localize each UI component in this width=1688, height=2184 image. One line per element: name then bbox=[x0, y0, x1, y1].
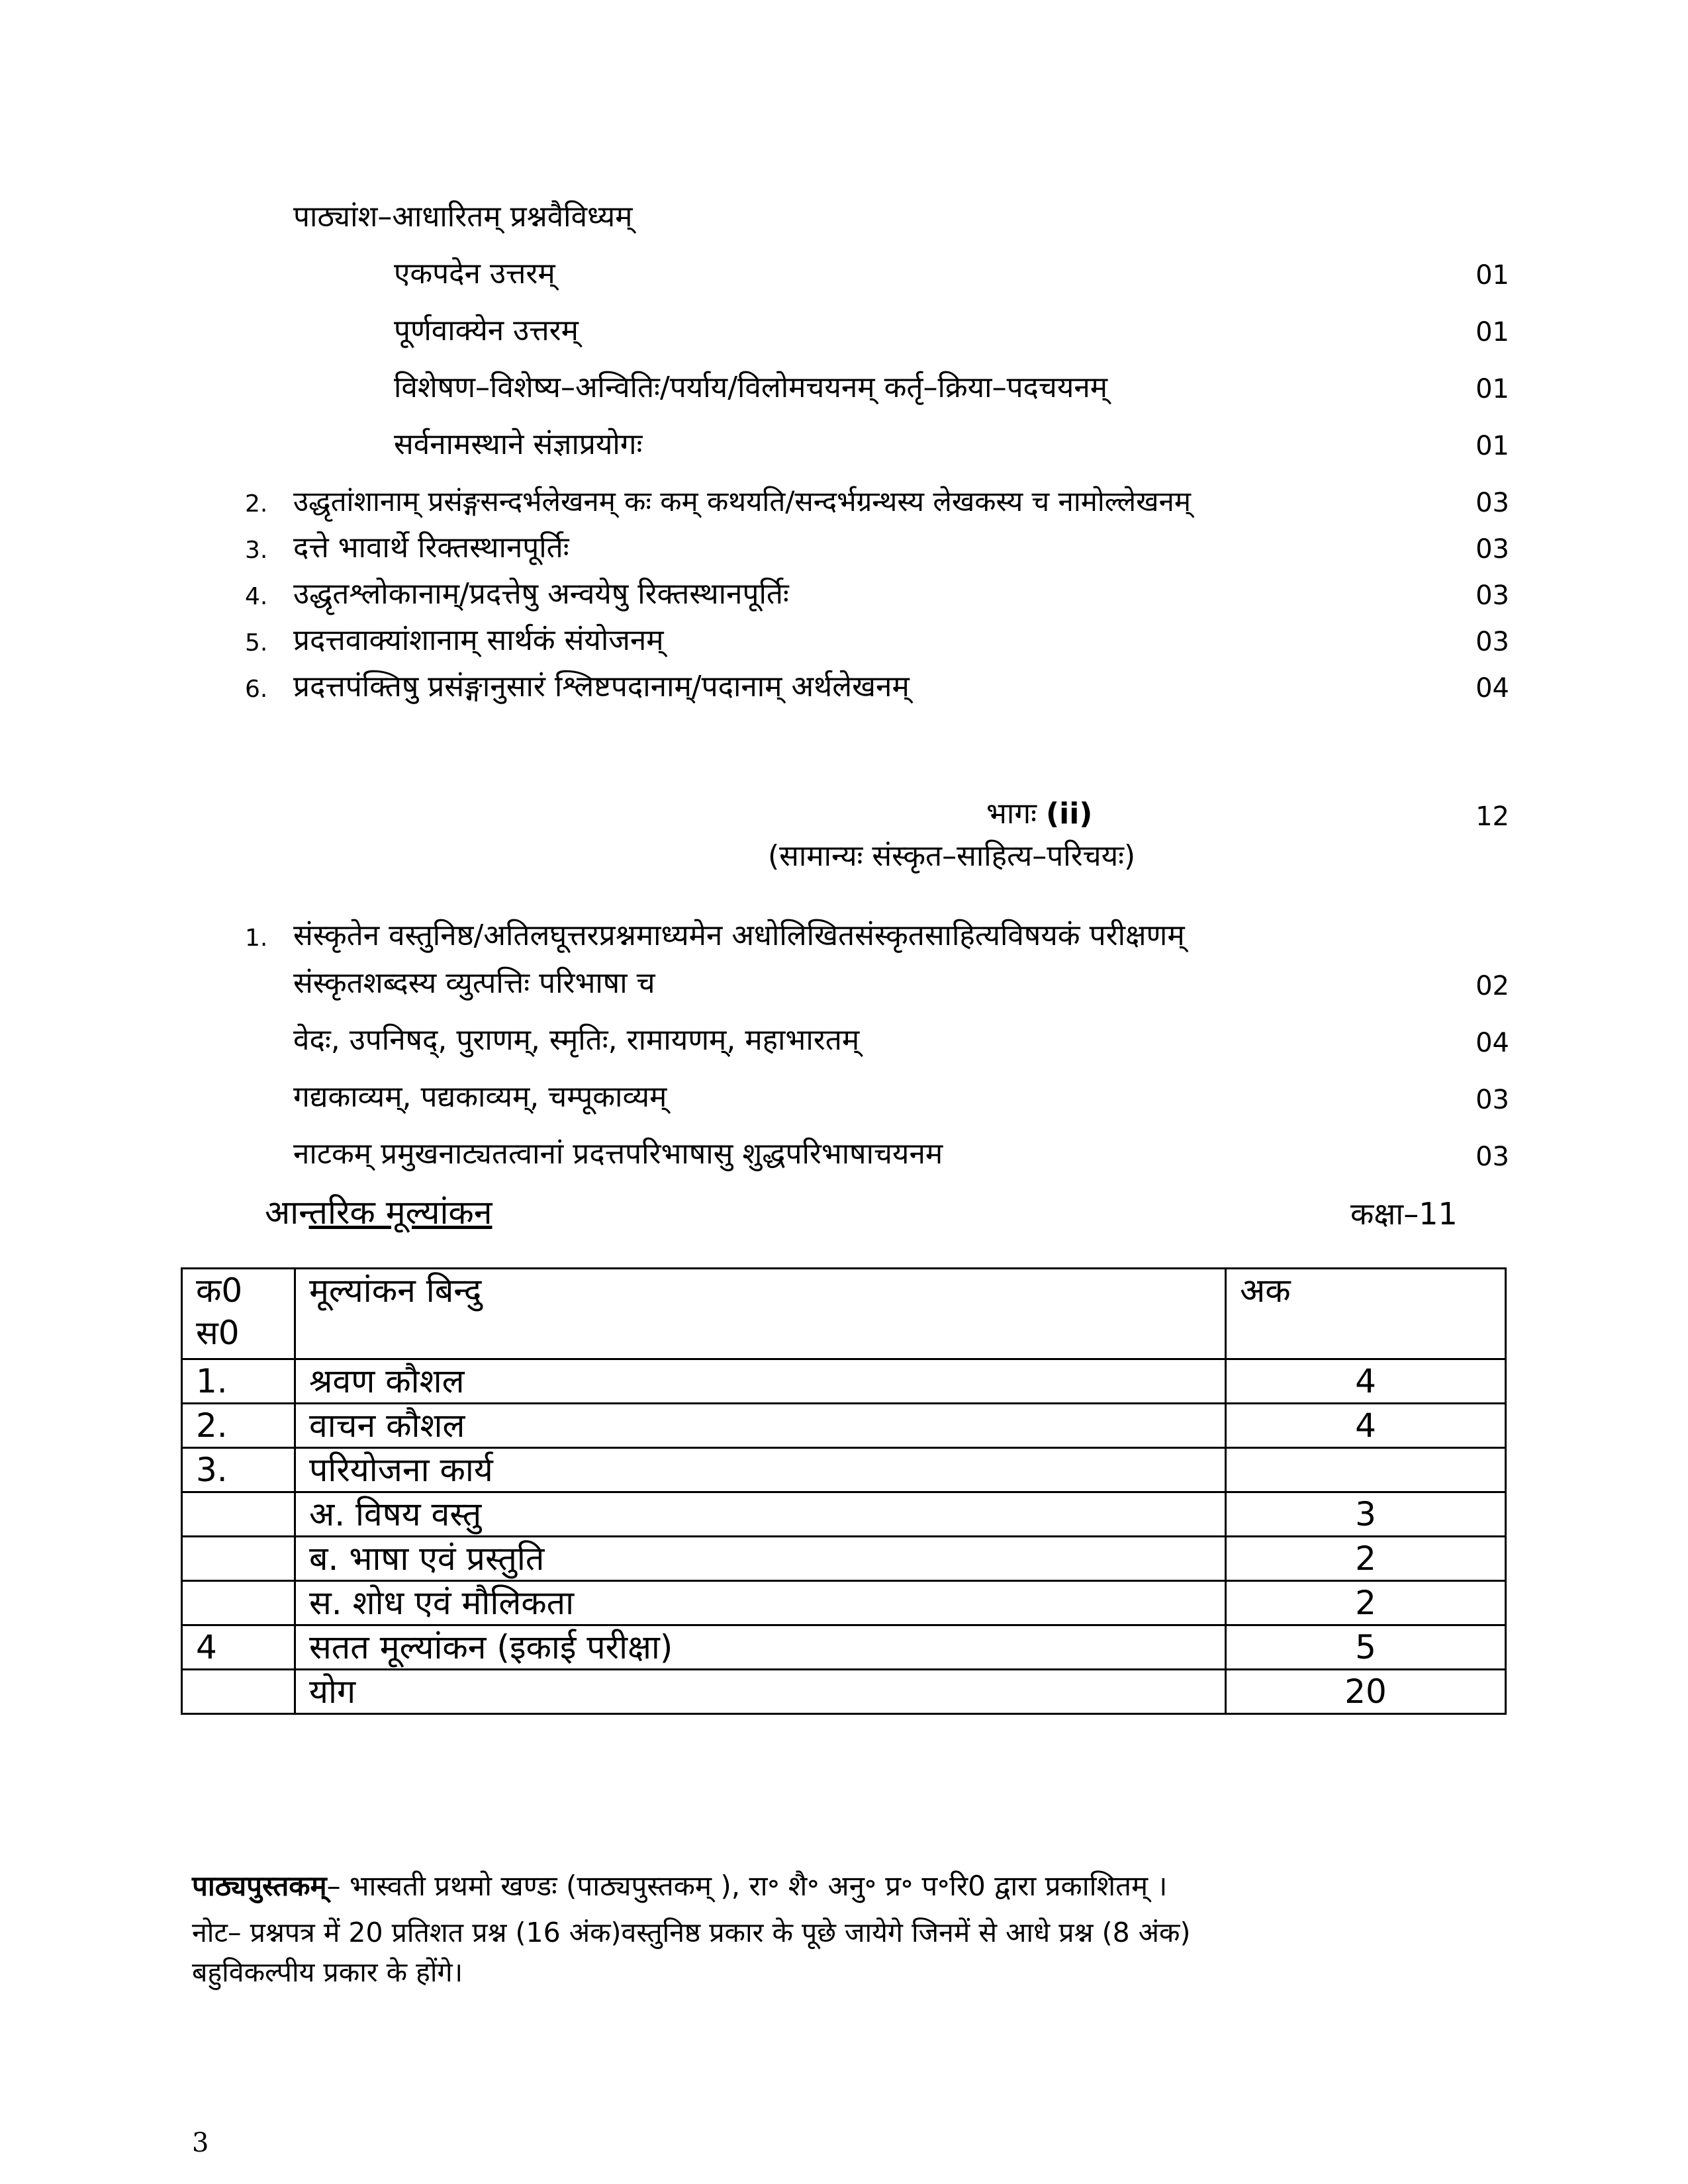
row-marks: 3 bbox=[1226, 1492, 1506, 1537]
row-serial: 3. bbox=[182, 1448, 295, 1492]
row-point: परियोजना कार्य bbox=[295, 1448, 1226, 1492]
header-serial: क0 स0 bbox=[182, 1269, 295, 1359]
marks-value: 04 bbox=[1476, 673, 1509, 704]
section-a-heading: पाठ्यांश–आधारितम् प्रश्नवैविध्यम् bbox=[293, 200, 633, 234]
marks-value: 01 bbox=[1476, 260, 1509, 291]
internal-title-underlined: तरिक मूल्यांकन bbox=[308, 1193, 492, 1232]
section-b-title-roman: (ii) bbox=[1046, 797, 1093, 831]
list-item: संस्कृतशब्दस्य व्युत्पत्तिः परिभाषा च bbox=[293, 966, 655, 1000]
row-marks: 4 bbox=[1226, 1404, 1506, 1448]
marks-value: 02 bbox=[1476, 971, 1509, 1001]
marks-value: 03 bbox=[1476, 627, 1509, 657]
row-marks: 4 bbox=[1226, 1359, 1506, 1404]
row-serial bbox=[182, 1670, 295, 1714]
marks-value: 03 bbox=[1476, 1085, 1509, 1115]
marks-value: 03 bbox=[1476, 534, 1509, 565]
row-serial bbox=[182, 1492, 295, 1537]
row-serial: 2. bbox=[182, 1404, 295, 1448]
item-number: 6. bbox=[245, 676, 268, 703]
marks-value: 03 bbox=[1476, 580, 1509, 611]
list-item: गद्यकाव्यम्, पद्यकाव्यम्, चम्पूकाव्यम् bbox=[293, 1080, 667, 1114]
row-marks bbox=[1226, 1448, 1506, 1492]
row-serial: 1. bbox=[182, 1359, 295, 1404]
note-line-2: बहुविकल्पीय प्रकार के होंगे। bbox=[192, 1956, 463, 1988]
internal-assessment-title bbox=[265, 1191, 492, 1234]
row-point: वाचन कौशल bbox=[295, 1404, 1226, 1448]
textbook-label: पाठ्यपुस्तकम् bbox=[192, 1870, 327, 1902]
row-serial: 4 bbox=[182, 1625, 295, 1670]
row-marks: 5 bbox=[1226, 1625, 1506, 1670]
table-row bbox=[182, 1537, 1506, 1581]
list-item: उद्धृतांशानाम् प्रसंङ्गसन्दर्भलेखनम् कः कम् कथयति/सन्दर्भग्रन्थस्य लेखकस्य च नामोल्लेखनम् bbox=[293, 485, 1191, 518]
list-item: विशेषण–विशेष्य–अन्वितिः/पर्याय/विलोमचयनम् कर्तृ–क्रिया–पदचयनम् bbox=[394, 371, 1108, 404]
table-header-row bbox=[182, 1269, 1506, 1359]
row-marks: 2 bbox=[1226, 1581, 1506, 1625]
table-row bbox=[182, 1359, 1506, 1404]
marks-value: 01 bbox=[1476, 317, 1509, 347]
class-label: कक्षा–11 bbox=[1350, 1196, 1458, 1232]
header-marks: अक bbox=[1226, 1269, 1506, 1359]
row-point: सतत मूल्यांकन (इकाई परीक्षा) bbox=[295, 1625, 1226, 1670]
section-b-marks: 12 bbox=[1476, 801, 1509, 832]
marks-value: 03 bbox=[1476, 488, 1509, 518]
row-point: अ. विषय वस्तु bbox=[295, 1492, 1226, 1537]
marks-value: 01 bbox=[1476, 431, 1509, 461]
list-item: नाटकम् प्रमुखनाट्यतत्वानां प्रदत्तपरिभाषासु शुद्धपरिभाषाचयनम bbox=[293, 1137, 943, 1171]
marks-value: 04 bbox=[1476, 1028, 1509, 1058]
list-item: प्रदत्तवाक्यांशानाम् सार्थकं संयोजनम् bbox=[293, 623, 664, 657]
row-point: योग bbox=[295, 1670, 1226, 1714]
list-item: उद्धृतश्लोकानाम्/प्रदत्तेषु अन्वयेषु रिक्तस्थानपूर्तिः bbox=[293, 577, 789, 611]
table-row bbox=[182, 1670, 1506, 1714]
item-number: 1. bbox=[245, 925, 268, 952]
item-number: 5. bbox=[245, 629, 268, 657]
row-point: ब. भाषा एवं प्रस्तुति bbox=[295, 1537, 1226, 1581]
marks-value: 03 bbox=[1476, 1142, 1509, 1172]
table-row bbox=[182, 1625, 1506, 1670]
textbook-text: – भास्वती प्रथमो खण्डः (पाठ्यपुस्तकम् ), रा॰ शै॰ अनु॰ प्र॰ प॰रि0 द्वारा प्रकाशितम् । bbox=[326, 1870, 1168, 1902]
internal-title-plain: आन् bbox=[265, 1193, 309, 1232]
marks-value: 01 bbox=[1476, 374, 1509, 404]
list-item: वेदः, उपनिषद्, पुराणम्, स्मृतिः, रामायणम्, महाभारतम् bbox=[293, 1023, 860, 1057]
item-number: 2. bbox=[245, 490, 268, 518]
header-assessment-point: मूल्यांकन बिन्दु bbox=[295, 1269, 1226, 1359]
section-b-subtitle: (सामान्यः संस्कृत–साहित्य–परिचयः) bbox=[768, 839, 1136, 873]
table-row bbox=[182, 1492, 1506, 1537]
list-item: एकपदेन उत्तरम् bbox=[394, 257, 555, 291]
table-row bbox=[182, 1404, 1506, 1448]
row-point: श्रवण कौशल bbox=[295, 1359, 1226, 1404]
textbook-line bbox=[192, 1868, 1167, 1905]
item-number: 4. bbox=[245, 583, 268, 610]
page-number: 3 bbox=[192, 2128, 209, 2158]
list-item: प्रदत्तपंक्तिषु प्रसंङ्गानुसारं श्लिष्टपदानाम्/पदानाम् अर्थलेखनम् bbox=[293, 670, 910, 704]
row-point: स. शोध एवं मौलिकता bbox=[295, 1581, 1226, 1625]
table-row bbox=[182, 1581, 1506, 1625]
row-marks: 2 bbox=[1226, 1537, 1506, 1581]
section-b-title-prefix: भागः bbox=[986, 797, 1037, 831]
assessment-table bbox=[181, 1267, 1507, 1715]
list-item: दत्ते भावार्थे रिक्तस्थानपूर्तिः bbox=[293, 531, 569, 565]
list-item: सर्वनामस्थाने संज्ञाप्रयोगः bbox=[394, 428, 643, 461]
item-number: 3. bbox=[245, 537, 268, 564]
list-item: पूर्णवाक्येन उत्तरम् bbox=[394, 314, 579, 347]
list-item: संस्कृतेन वस्तुनिष्ठ/अतिलघूत्तरप्रश्नमाध्यमेन अधोलिखितसंस्कृतसाहित्यविषयकं परीक्षणम् bbox=[293, 919, 1185, 952]
row-marks: 20 bbox=[1226, 1670, 1506, 1714]
note-line-1: नोट– प्रश्नपत्र में 20 प्रतिशत प्रश्न (16 अंक)वस्तुनिष्ठ प्रकार के पूछे जायेगे जिनमें से आधे प्रश्न (8 अंक) bbox=[192, 1917, 1191, 1948]
row-serial bbox=[182, 1581, 295, 1625]
table-row bbox=[182, 1448, 1506, 1492]
section-b-title bbox=[986, 796, 1092, 833]
row-serial bbox=[182, 1537, 295, 1581]
